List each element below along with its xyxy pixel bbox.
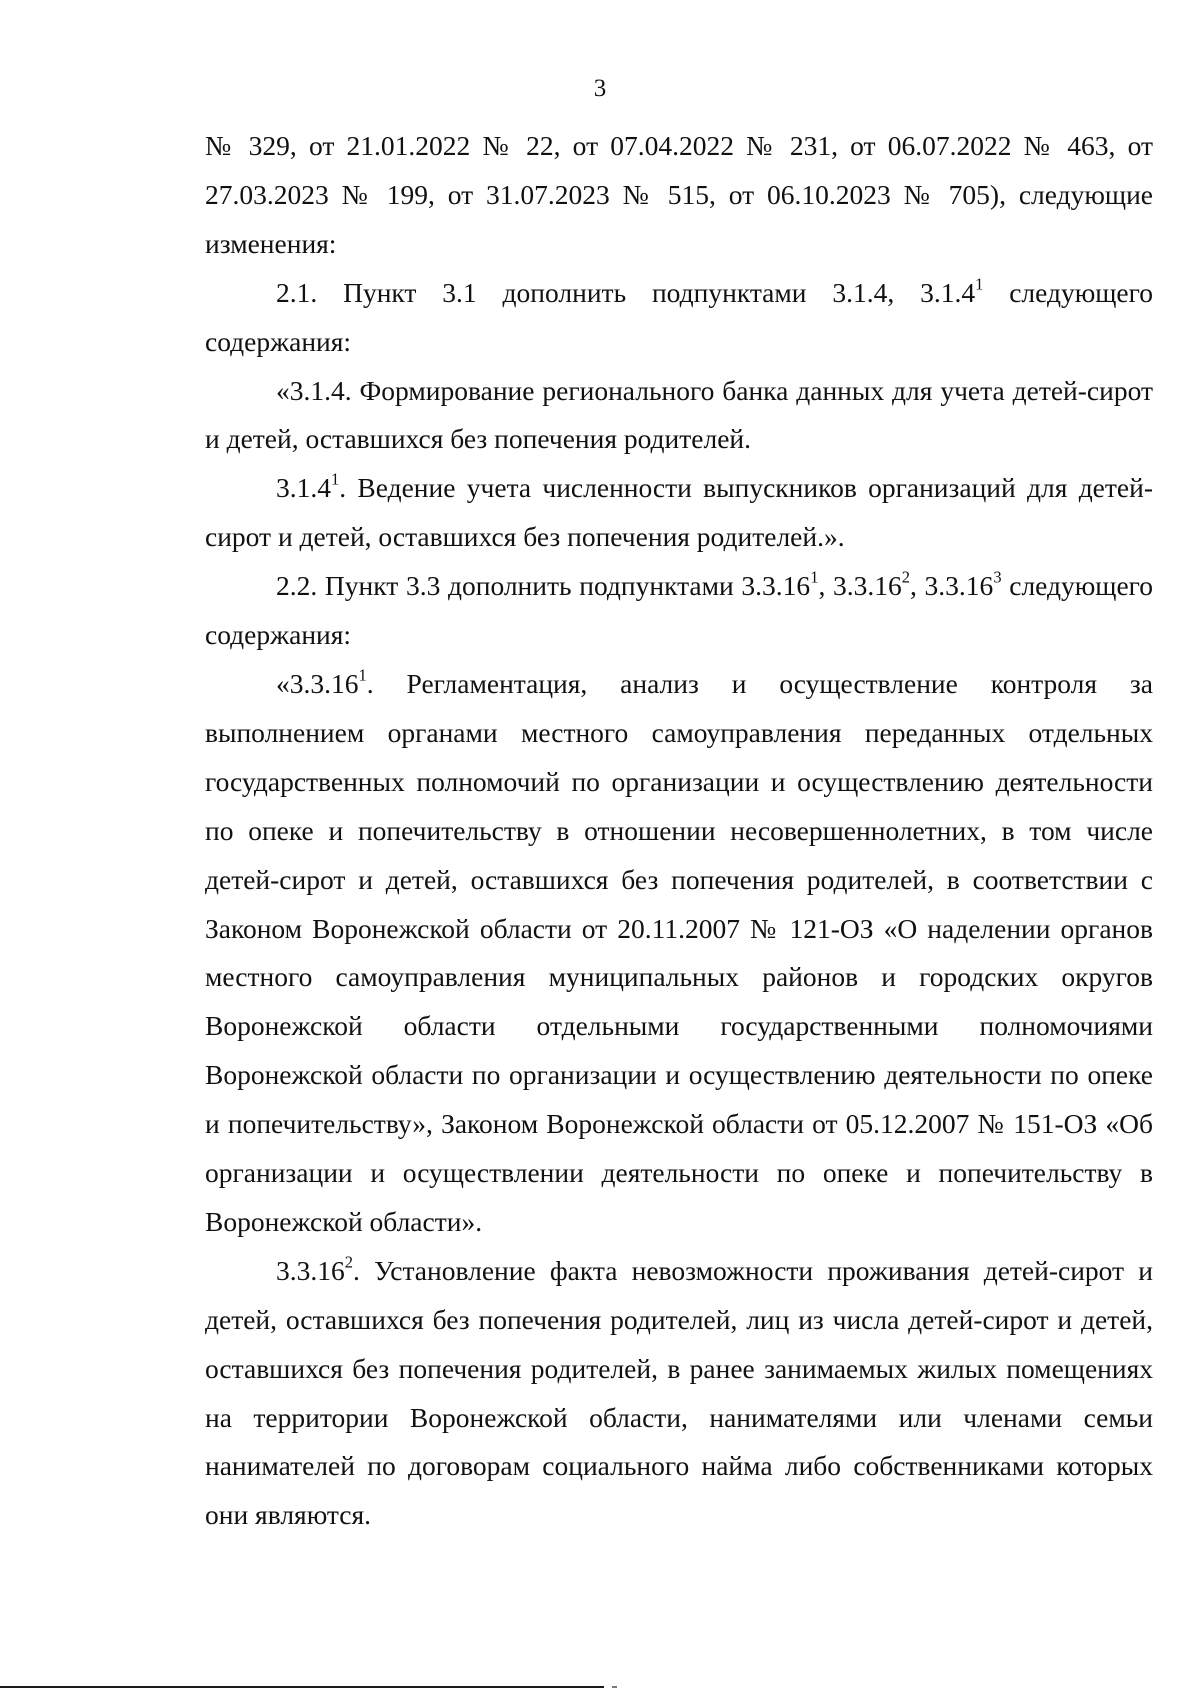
superscript: 1 (975, 274, 984, 294)
text-run: . Установление факта невозможности проживания детей-сирот и детей, оставшихся без попечения родителей, лиц из числа детей-сирот и детей, оставшихся без попечения родителей, в ранее занимаемых жилых помещениях на территории Воронежской области, нанимателями или членами семьи нанимателей по договорам социального найма либо собственниками которых они являются. (205, 1254, 1153, 1531)
superscript: 1 (810, 567, 819, 587)
text-run: , 3.3.16 (818, 570, 902, 602)
superscript: 2 (901, 567, 910, 587)
document-body (205, 122, 1153, 1540)
footer-divider-mark (612, 1686, 617, 1688)
page-number: 3 (593, 75, 607, 102)
footer-divider-line (0, 1686, 604, 1688)
superscript: 1 (358, 665, 367, 685)
paragraph-item-2-2 (205, 562, 1153, 660)
paragraph-amendment-list (205, 122, 1153, 269)
text-run: следующего содержания: (205, 276, 1153, 357)
paragraph-subitem-3-1-4 (205, 367, 1153, 465)
text-run: «3.1.4. Формирование регионального банка данных для учета детей-сирот и детей, оставшихся без попечения родителей. (205, 374, 1153, 455)
superscript: 1 (331, 469, 340, 489)
text-run: 3.1.4 (276, 472, 331, 504)
text-run: следующего содержания: (205, 570, 1154, 651)
text-run: . Регламентация, анализ и осуществление контроля за выполнением органами местного самоуправления переданных отдельных государственных полномочий по организации и осуществлению деятельности по опеке и попечительству в отношении несовершеннолетних, в том числе детей-сирот и детей, оставшихся без попечения родителей, в соответствии с Законом Воронежской области от 20.11.2007 № 121-ОЗ «О наделении органов местного самоуправления муниципальных районов и городских округов Воронежской области отдельными государственными полномочиями Воронежской области по организации и осуществлению деятельности по опеке и попечительству», Законом Воронежской области от 05.12.2007 № 151-ОЗ «Об организации и осуществлении деятельности по опеке и попечительству в Воронежской области». (205, 667, 1153, 1237)
paragraph-subitem-3-3-16-2 (205, 1247, 1153, 1540)
text-run: 2.2. Пункт 3.3 дополнить подпунктами 3.3.16 (276, 570, 811, 602)
text-run: . Ведение учета численности выпускников организаций для детей-сирот и детей, оставшихся без попечения родителей.». (205, 472, 1153, 553)
paragraph-subitem-3-1-4-1 (205, 464, 1153, 562)
superscript: 3 (993, 567, 1002, 587)
text-run: «3.3.16 (276, 667, 359, 699)
paragraph-subitem-3-3-16-1 (205, 660, 1153, 1247)
text-run: 3.3.16 (276, 1254, 345, 1286)
superscript: 2 (344, 1252, 353, 1272)
text-run: № 329, от 21.01.2022 № 22, от 07.04.2022 № 231, от 06.07.2022 № 463, от 27.03.2023 № 199, от 31.07.2023 № 515, от 06.10.2023 № 705), следующие изменения: (205, 130, 1153, 259)
text-run: 2.1. Пункт 3.1 дополнить подпунктами 3.1.4, 3.1.4 (276, 276, 976, 308)
paragraph-item-2-1 (205, 269, 1153, 367)
text-run: , 3.3.16 (910, 570, 994, 602)
